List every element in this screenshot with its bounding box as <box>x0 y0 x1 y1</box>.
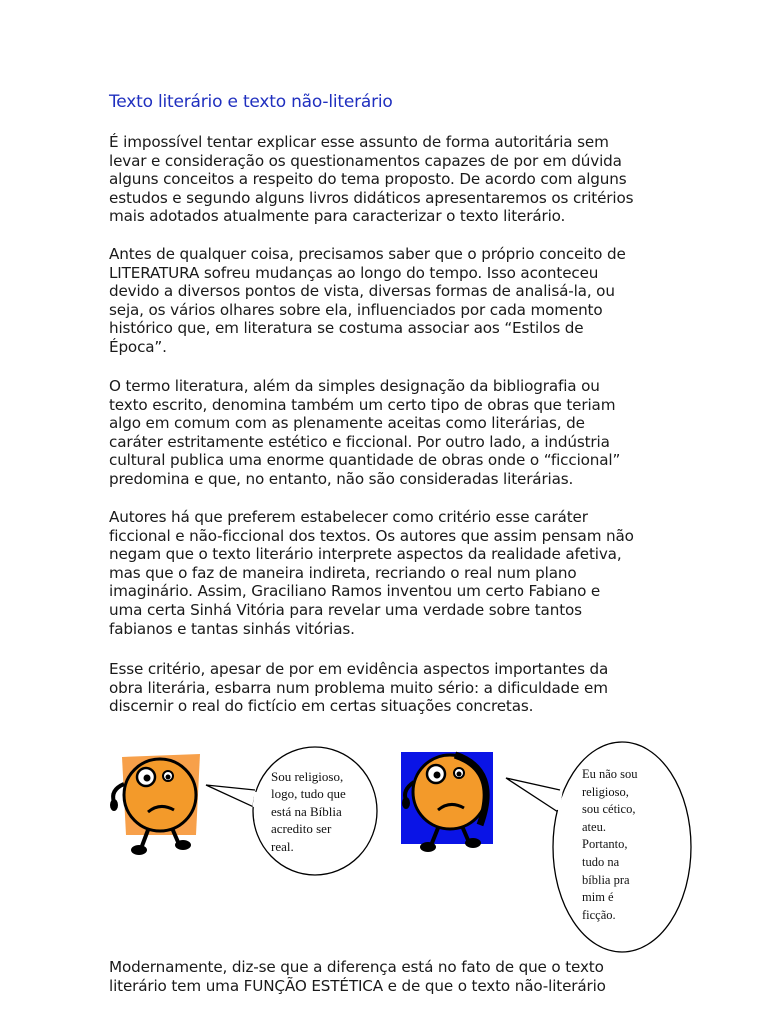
text-line: seja, os vários olhares sobre ela, influenciados por cada momento <box>109 300 603 319</box>
text-line: fabianos e tantas sinhás vitórias. <box>109 619 355 638</box>
bubble-line: logo, tudo que <box>271 786 346 802</box>
text-line: devido a diversos pontos de vista, diversas formas de analisá-la, ou <box>109 282 615 301</box>
bubble-line: mim é <box>582 890 614 905</box>
sad-character-icon <box>401 752 493 852</box>
text-line: O termo literatura, além da simples designação da bibliografia ou <box>109 377 600 395</box>
text-line: cultural publica uma enorme quantidade de obras onde o “ficcional” <box>109 451 621 470</box>
text-line: Época”. <box>109 337 167 356</box>
text-line: texto escrito, denomina também um certo tipo de obras que teriam <box>109 395 616 414</box>
bubble-line: ficção. <box>582 907 616 922</box>
text-line: negam que o texto literário interprete aspectos da realidade afetiva, <box>109 545 622 564</box>
text-line: Esse critério, apesar de por em evidência aspectos importantes da <box>109 660 609 678</box>
text-line: estudos e segundo alguns livros didáticos apresentaremos os critérios <box>109 188 634 207</box>
text-line: ficcional e não-ficcional dos textos. Os autores que assim pensam não <box>109 526 634 545</box>
bubble-line: acredito ser <box>271 821 332 837</box>
text-line: mais adotados atualmente para caracterizar o texto literário. <box>109 207 566 226</box>
bubble-1-text <box>271 768 346 855</box>
text-line: Antes de qualquer coisa, precisamos saber que o próprio conceito de <box>109 245 626 263</box>
text-line: predomina e que, no entanto, não são consideradas literárias. <box>109 469 574 488</box>
text-line: discernir o real do fictício em certas situações concretas. <box>109 697 534 716</box>
text-line: Modernamente, diz-se que a diferença está no fato de que o texto <box>109 958 604 976</box>
bubble-line: bíblia pra <box>582 872 630 887</box>
text-line: Autores há que preferem estabelecer como critério esse caráter <box>109 508 588 526</box>
text-line: É impossível tentar explicar esse assunto de forma autoritária sem <box>109 133 609 151</box>
text-line: algo em comum com as plenamente aceitas como literárias, de <box>109 414 585 433</box>
bubble-line: Portanto, <box>582 837 628 852</box>
confused-character-icon <box>110 754 200 855</box>
bubble-line: real. <box>271 838 294 854</box>
text-line: imaginário. Assim, Graciliano Ramos inventou um certo Fabiano e <box>109 582 601 601</box>
bubble-line: sou cético, <box>582 802 636 817</box>
bubble-line: tudo na <box>582 854 620 869</box>
text-line: levar e consideração os questionamentos capazes de por em dúvida <box>109 151 622 170</box>
bubble-line: religioso, <box>582 784 629 799</box>
bubble-line: ateu. <box>582 819 606 834</box>
bubble-line: Eu não sou <box>582 767 638 781</box>
document-title: Texto literário e texto não-literário <box>109 92 393 112</box>
text-line: LITERATURA sofreu mudanças ao longo do tempo. Isso aconteceu <box>109 263 599 282</box>
text-line: literário tem uma FUNÇÃO ESTÉTICA e de que o texto não-literário <box>109 976 606 995</box>
bubble-2-text <box>582 766 638 924</box>
paragraph-6 <box>109 958 669 995</box>
text-line: histórico que, em literatura se costuma associar aos “Estilos de <box>109 319 584 338</box>
text-line: alguns conceitos a respeito do tema proposto. De acordo com alguns <box>109 170 627 189</box>
text-line: mas que o faz de maneira indireta, recriando o real num plano <box>109 563 577 582</box>
text-line: obra literária, esbarra num problema muito sério: a dificuldade em <box>109 678 608 697</box>
text-line: uma certa Sinhá Vitória para revelar uma verdade sobre tantos <box>109 600 582 619</box>
bubble-line: está na Bíblia <box>271 803 342 819</box>
bubble-line: Sou religioso, <box>271 769 344 784</box>
text-line: caráter estritamente estético e ficcional. Por outro lado, a indústria <box>109 432 610 451</box>
